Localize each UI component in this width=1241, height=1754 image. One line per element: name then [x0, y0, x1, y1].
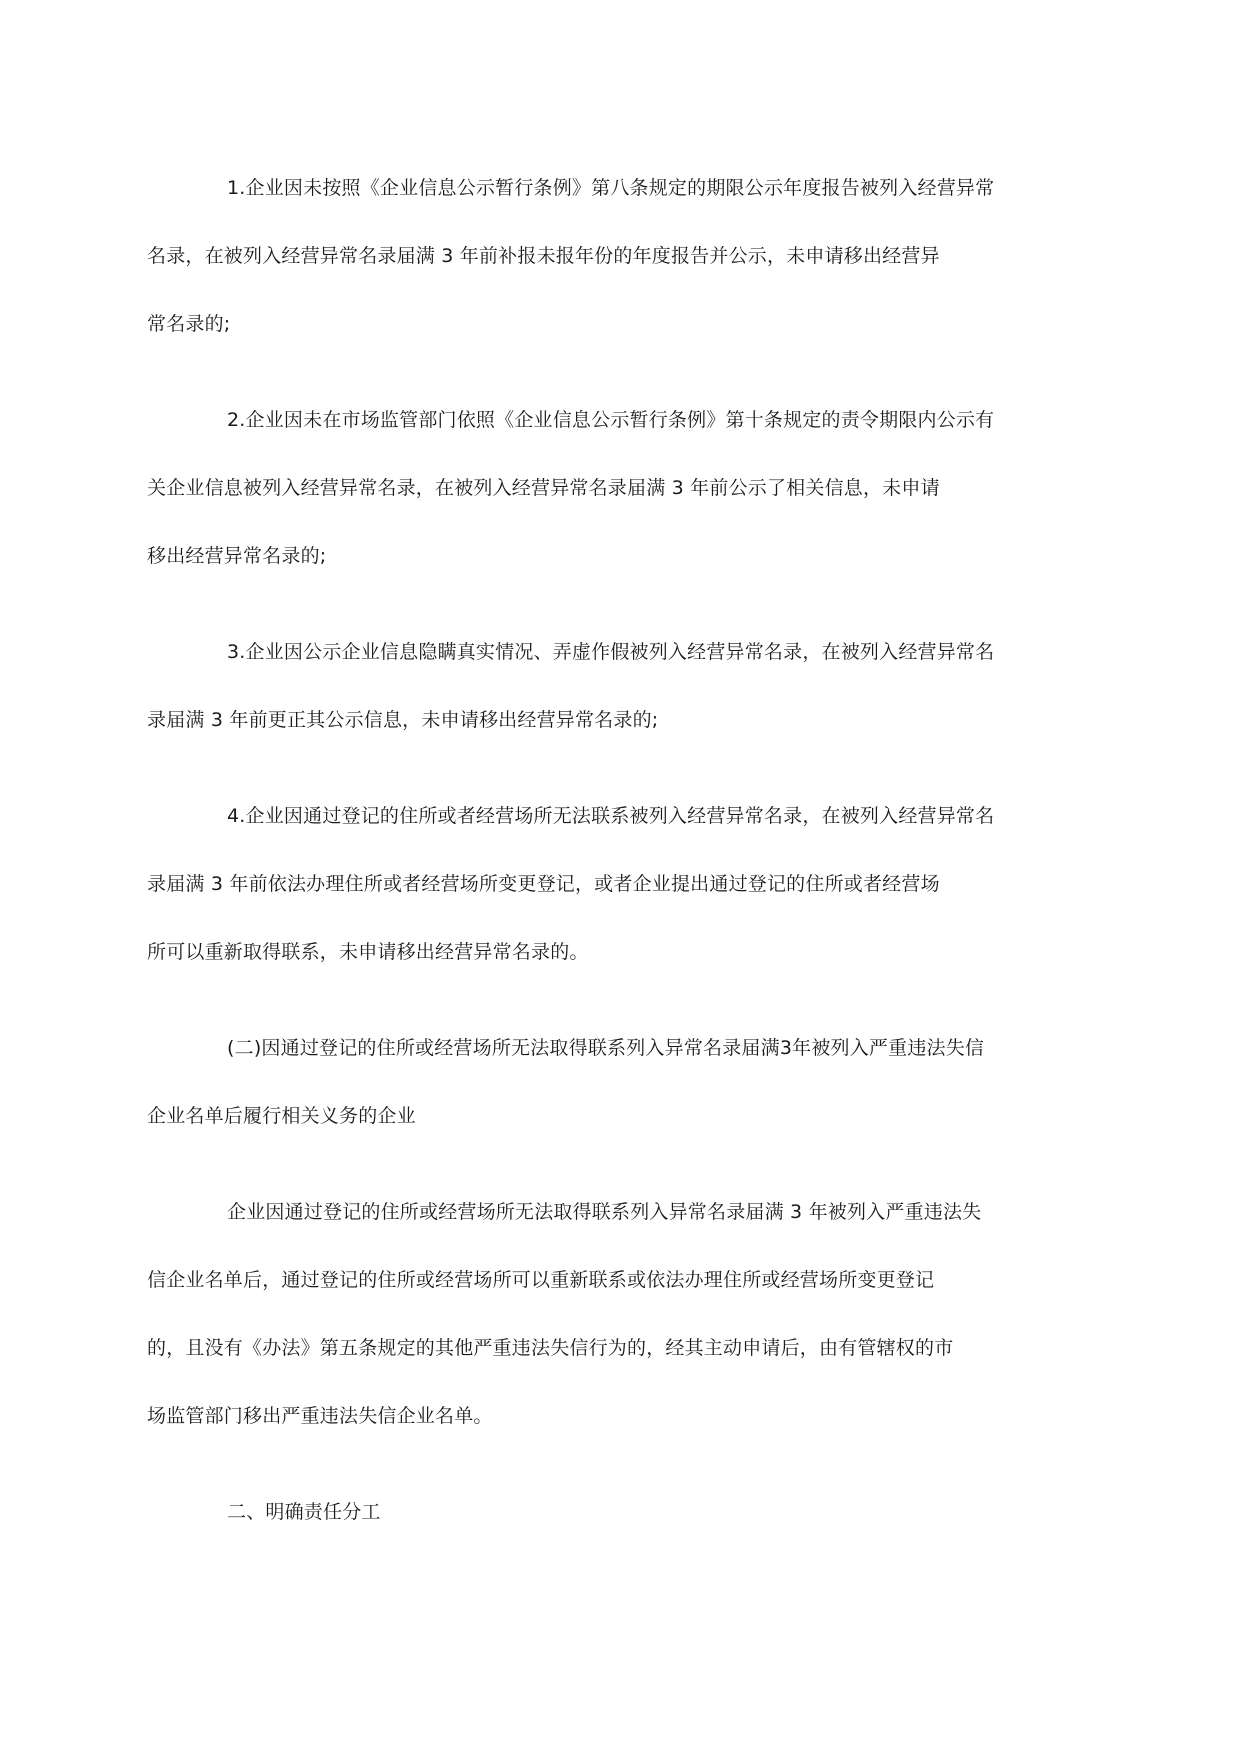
paragraph-subsection-2 — [147, 1014, 1053, 1150]
paragraph-line: 所可以重新取得联系，未申请移出经营异常名录的。 — [147, 941, 589, 963]
paragraph-line: 名录，在被列入经营异常名录届满 3 年前补报未报年份的年度报告并公示，未申请移出经营异 — [147, 245, 940, 267]
document-body — [147, 154, 1053, 1546]
paragraph-item-2 — [147, 386, 1053, 590]
paragraph-line: 2.企业因未在市场监管部门依照《企业信息公示暂行条例》第十条规定的责令期限内公示有 — [227, 409, 995, 431]
paragraph-line: 录届满 3 年前依法办理住所或者经营场所变更登记，或者企业提出通过登记的住所或者经营场 — [147, 873, 940, 895]
paragraph-line: 企业名单后履行相关义务的企业 — [147, 1105, 416, 1127]
paragraph-item-1 — [147, 154, 1053, 358]
paragraph-line: 4.企业因通过登记的住所或者经营场所无法联系被列入经营异常名录，在被列入经营异常名 — [227, 805, 995, 827]
paragraph-item-4 — [147, 782, 1053, 986]
paragraph-line: 场监管部门移出严重违法失信企业名单。 — [147, 1405, 493, 1427]
section-heading: 二、明确责任分工 — [227, 1501, 381, 1523]
paragraph-line: 3.企业因公示企业信息隐瞒真实情况、弄虚作假被列入经营异常名录，在被列入经营异常名 — [227, 641, 995, 663]
paragraph-line: 信企业名单后，通过登记的住所或经营场所可以重新联系或依法办理住所或经营场所变更登记 — [147, 1269, 935, 1291]
paragraph-line: (二)因通过登记的住所或经营场所无法取得联系列入异常名录届满3年被列入严重违法失信 — [227, 1037, 985, 1059]
paragraph-line: 1.企业因未按照《企业信息公示暂行条例》第八条规定的期限公示年度报告被列入经营异常 — [227, 177, 995, 199]
paragraph-line: 的，且没有《办法》第五条规定的其他严重违法失信行为的，经其主动申请后，由有管辖权的市 — [147, 1337, 954, 1359]
paragraph-item-3 — [147, 618, 1053, 754]
paragraph-line: 关企业信息被列入经营异常名录，在被列入经营异常名录届满 3 年前公示了相关信息，未申请 — [147, 477, 940, 499]
paragraph-line: 移出经营异常名录的; — [147, 545, 327, 567]
paragraph-line: 录届满 3 年前更正其公示信息，未申请移出经营异常名录的; — [147, 709, 659, 731]
paragraph-subsection-2-body — [147, 1178, 1053, 1450]
paragraph-line: 常名录的; — [147, 313, 231, 335]
paragraph-line: 企业因通过登记的住所或经营场所无法取得联系列入异常名录届满 3 年被列入严重违法失 — [227, 1201, 982, 1223]
